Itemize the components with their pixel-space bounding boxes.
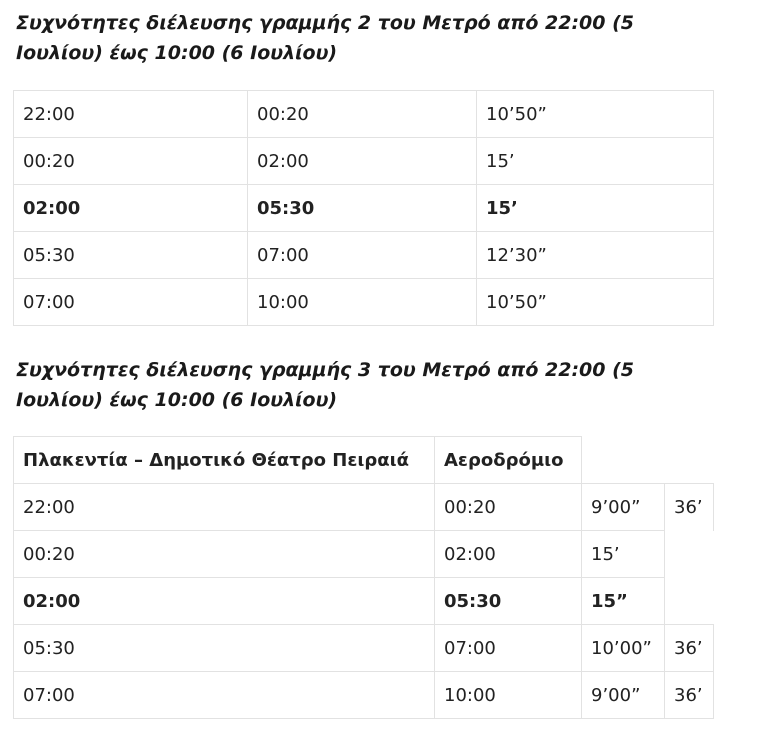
from-time-cell: 05:30 (14, 232, 248, 279)
table-row (14, 625, 714, 672)
frequency-cell: 10’50” (477, 279, 714, 326)
to-time-cell: 05:30 (435, 578, 582, 625)
to-time-cell: 07:00 (248, 232, 477, 279)
airport-frequency-cell: 36’ (665, 484, 714, 531)
table-row (14, 91, 714, 138)
from-time-cell: 02:00 (14, 185, 248, 232)
header-cell-plakentia-piraeus: Πλακεντία – Δημοτικό Θέατρο Πειραιά (14, 437, 435, 484)
from-time-cell: 07:00 (14, 279, 248, 326)
table-row (14, 185, 714, 232)
header-cell-airport: Αεροδρόμιο (435, 437, 582, 484)
from-time-cell: 02:00 (14, 578, 435, 625)
frequency-cell: 15’ (477, 138, 714, 185)
table-row (14, 531, 714, 578)
empty-cell (665, 531, 714, 578)
line3-heading: Συχνότητες διέλευσης γραμμής 3 του Μετρό από 22:00 (5 Ιουλίου) έως 10:00 (6 Ιουλίου) (16, 359, 635, 411)
frequency-cell: 15” (582, 578, 665, 625)
to-time-cell: 05:30 (248, 185, 477, 232)
to-time-cell: 07:00 (435, 625, 582, 672)
to-time-cell: 00:20 (248, 91, 477, 138)
line2-heading: Συχνότητες διέλευσης γραμμής 2 του Μετρό από 22:00 (5 Ιουλίου) έως 10:00 (6 Ιουλίου) (16, 12, 635, 64)
to-time-cell: 02:00 (248, 138, 477, 185)
empty-cell (665, 437, 714, 484)
frequency-cell: 9’00” (582, 484, 665, 531)
table-row (14, 138, 714, 185)
frequency-cell: 15’ (582, 531, 665, 578)
line3-frequency-table (13, 436, 714, 719)
from-time-cell: 22:00 (14, 91, 248, 138)
from-time-cell: 07:00 (14, 672, 435, 719)
frequency-cell: 10’50” (477, 91, 714, 138)
table-row (14, 578, 714, 625)
table-row (14, 484, 714, 531)
airport-frequency-cell: 36’ (665, 625, 714, 672)
to-time-cell: 00:20 (435, 484, 582, 531)
frequency-cell: 12’30” (477, 232, 714, 279)
line2-frequency-table (13, 90, 714, 326)
to-time-cell: 10:00 (435, 672, 582, 719)
from-time-cell: 00:20 (14, 138, 248, 185)
table-row (14, 232, 714, 279)
to-time-cell: 02:00 (435, 531, 582, 578)
to-time-cell: 10:00 (248, 279, 477, 326)
empty-cell (665, 578, 714, 625)
frequency-cell: 15’ (477, 185, 714, 232)
table-row (14, 672, 714, 719)
table-row (14, 279, 714, 326)
frequency-cell: 10’00” (582, 625, 665, 672)
from-time-cell: 00:20 (14, 531, 435, 578)
from-time-cell: 05:30 (14, 625, 435, 672)
from-time-cell: 22:00 (14, 484, 435, 531)
airport-frequency-cell: 36’ (665, 672, 714, 719)
empty-cell (582, 437, 665, 484)
frequency-cell: 9’00” (582, 672, 665, 719)
table-header-row (14, 437, 714, 484)
